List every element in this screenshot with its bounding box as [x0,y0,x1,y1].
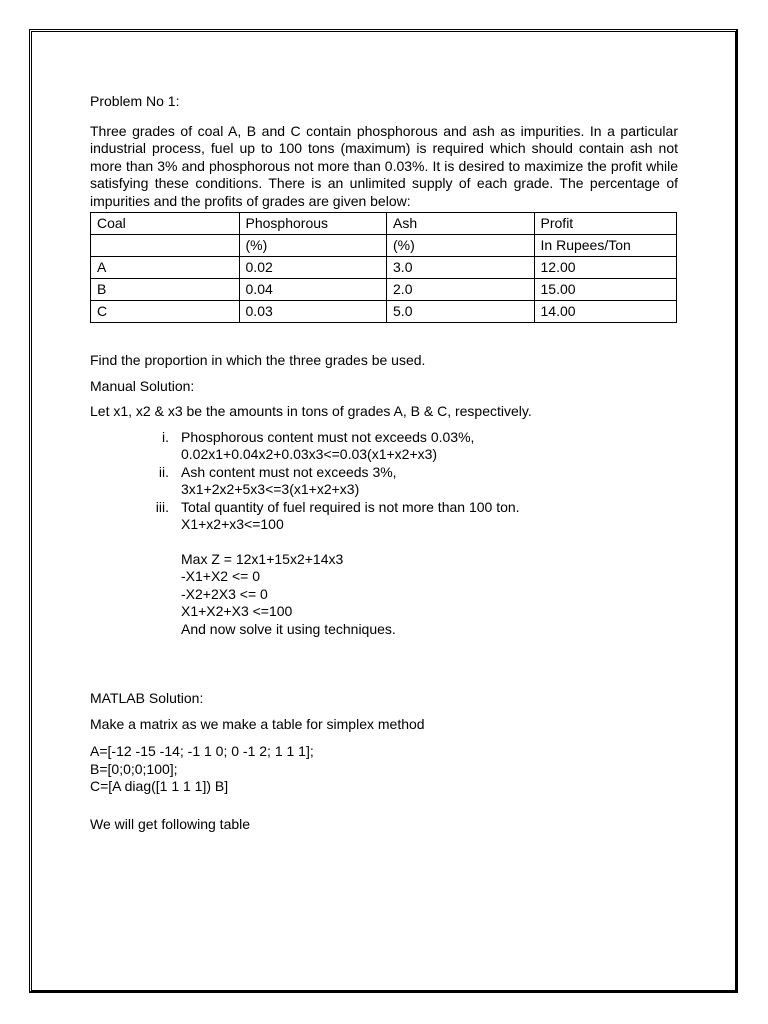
list-item [90,499,678,534]
lp-line: Max Z = 12x1+15x2+14x3 [181,550,344,567]
code-line: C=[A diag([1 1 1 1]) B] [90,778,229,794]
manual-heading: Manual Solution: [90,377,195,394]
table-cell: 3.0 [387,257,535,279]
constraint-equation: X1+x2+x3<=100 [181,516,284,532]
let-text: Let x1, x2 & x3 be the amounts in tons of grades A, B & C, respectively. [90,403,532,419]
problem-title: Problem No 1: [90,93,180,109]
table-row [91,257,677,279]
table-unit-cell: (%) [239,235,387,257]
lp-line: -X1+X2 <= 0 [181,568,261,584]
lp-line: -X2+2X3 <= 0 [181,585,268,602]
constraint-text: Total quantity of fuel required is not more than 100 ton. [181,498,520,515]
table-header-cell: Profit [534,213,676,235]
table-cell: 0.03 [239,301,387,323]
table-cell: 0.04 [239,279,387,301]
matlab-code [90,743,678,796]
code-line: A=[-12 -15 -14; -1 1 0; 0 -1 2; 1 1 1]; [90,743,314,759]
list-item [90,464,678,499]
table-unit-row [91,235,677,257]
lp-line: And now solve it using techniques. [181,620,396,637]
table-cell: 5.0 [387,301,535,323]
list-number: ii. [158,463,169,480]
constraint-equation: 3x1+2x2+5x3<=3(x1+x2+x3) [181,481,360,497]
code-line: B=[0;0;0;100]; [90,760,178,777]
table-row [91,279,677,301]
constraint-equation: 0.02x1+0.04x2+0.03x3<=0.03(x1+x2+x3) [181,446,438,462]
table-cell: C [91,301,240,323]
intro-paragraph: Three grades of coal A, B and C contain phosphorous and ash as impurities. In a particular industrial process, fuel up to 100 tons (maximum) is required which should contain ash not more than 3% and phosphorous not more than 0.03%. It is desired to maximize the profit while satisfying these conditions. There is an unlimited supply of each grade. The percentage of impurities and the profits of grades are given below: [90,122,678,209]
table-unit-cell [91,235,240,257]
list-item [90,429,678,464]
matlab-heading: MATLAB Solution: [90,690,204,706]
lp-line: X1+X2+X3 <=100 [181,603,293,619]
constraint-list [90,429,678,534]
constraint-text: Phosphorous content must not exceeds 0.03%, [181,428,475,445]
find-text: Find the proportion in which the three grades be used. [90,352,426,368]
table-cell: 12.00 [534,257,676,279]
table-header-row [91,213,677,235]
document-body [90,93,678,833]
table-cell: B [91,279,240,301]
list-number: i. [162,428,169,445]
lp-model [90,551,678,639]
table-unit-cell: (%) [387,235,535,257]
table-cell: A [91,257,240,279]
closing-text: We will get following table [90,815,251,832]
matlab-intro: Make a matrix as we make a table for simplex method [90,715,425,732]
table-row [91,301,677,323]
table-header-cell: Ash [387,213,535,235]
table-cell: 15.00 [534,279,676,301]
constraint-text: Ash content must not exceeds 3%, [181,463,397,480]
list-number: iii. [155,498,169,515]
table-cell: 2.0 [387,279,535,301]
table-cell: 14.00 [534,301,676,323]
coal-table [90,212,677,323]
table-header-cell: Coal [91,213,240,235]
table-unit-cell: In Rupees/Ton [534,235,676,257]
table-header-cell: Phosphorous [239,213,387,235]
table-cell: 0.02 [239,257,387,279]
